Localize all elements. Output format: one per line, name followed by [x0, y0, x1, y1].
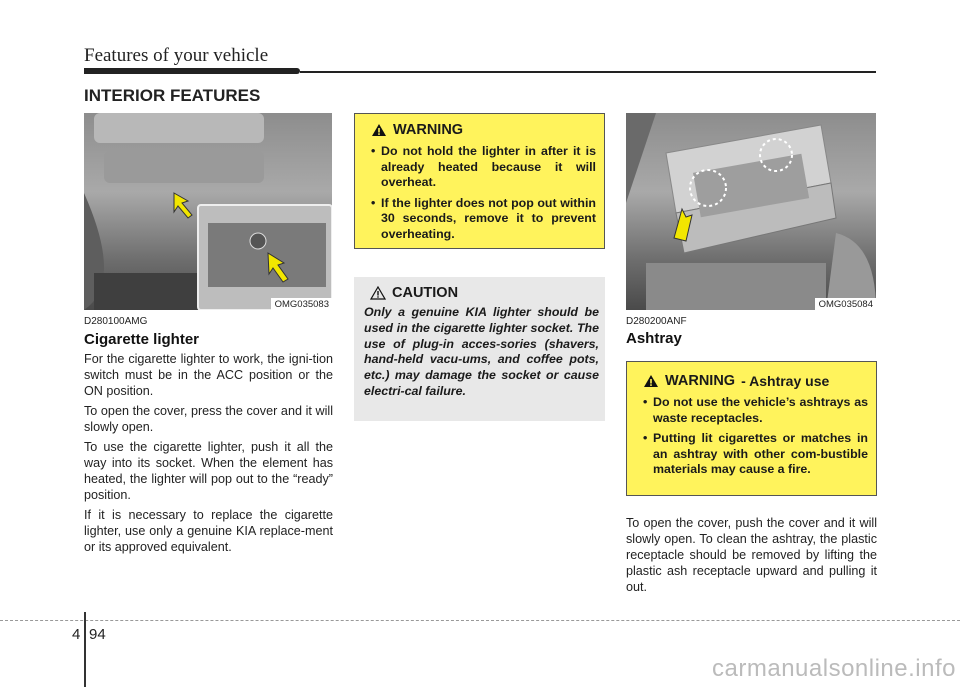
warning-title: WARNING: [393, 122, 464, 138]
arrow-icon: [174, 193, 192, 218]
chapter-number: 4: [72, 626, 81, 643]
doc-code: D280100AMG: [84, 316, 148, 327]
photo-code: OMG035084: [815, 298, 876, 310]
ashtray-heading: Ashtray: [626, 330, 682, 347]
cigarette-lighter-photo: [84, 113, 332, 310]
page-number: 94: [89, 626, 106, 643]
paragraph: For the cigarette lighter to work, the igni-tion switch must be in the ACC position or the ON position.: [84, 352, 333, 398]
lighter-warning-box: [354, 113, 605, 249]
lighter-illustration: [84, 113, 332, 310]
warning-subtitle: - Ashtray use: [741, 373, 830, 389]
warning-item: • Do not use the vehicle’s ashtrays as waste receptacles.: [637, 395, 868, 426]
watermark-text: carmanualsonline.info: [712, 655, 956, 682]
warning-title: WARNING: [665, 373, 736, 389]
footer-rule: [84, 612, 86, 687]
ashtray-body: To open the cover, push the cover and it will slowly open. To clean the ashtray, the plastic receptacle should be removed by lifting the plastic ash receptacle upward and pulling it out.: [626, 516, 877, 594]
warning-item: • Putting lit cigarettes or matches in an ashtray with other com-bustible materials may cause a fire.: [637, 431, 868, 478]
warning-triangle-icon: [371, 123, 387, 137]
section-title: INTERIOR FEATURES: [84, 86, 261, 105]
cigarette-lighter-heading: Cigarette lighter: [84, 331, 200, 348]
page-header-title: Features of your vehicle: [84, 45, 269, 66]
header-rule: [300, 71, 876, 73]
footer-dashed-line: [0, 620, 960, 621]
warning-list: [637, 395, 868, 478]
cigarette-lighter-body: [84, 351, 333, 559]
ashtray-illustration: [626, 113, 876, 310]
caution-text: Only a genuine KIA lighter should be used in the cigarette lighter socket. The use of plug-in acces-sories (shavers, hand-held vacu-ums, and coffee pots, etc.) may damage the socket or cause electri-cal failure.: [364, 305, 599, 398]
warning-item: • Do not hold the lighter in after it is already heated because it will overheat.: [365, 144, 596, 191]
lighter-caution-box: [354, 277, 605, 421]
paragraph: To use the cigarette lighter, push it all the way into its socket. When the element has heated, the lighter will pop out to the “ready” position.: [84, 440, 333, 502]
caution-title: CAUTION: [392, 285, 459, 301]
paragraph: To open the cover, press the cover and it will slowly open.: [84, 404, 333, 434]
doc-code: D280200ANF: [626, 316, 687, 327]
ashtray-warning-box: [626, 361, 877, 496]
warning-triangle-icon: [643, 374, 659, 388]
caution-triangle-icon: [370, 286, 386, 300]
photo-code: OMG035083: [271, 298, 332, 310]
paragraph: If it is necessary to replace the cigarette lighter, use only a genuine KIA replace-ment or its approved equivalent.: [84, 508, 333, 554]
warning-item: • If the lighter does not pop out within 30 seconds, remove it to prevent overheating.: [365, 196, 596, 243]
ashtray-photo: [626, 113, 876, 310]
header-bar: [84, 68, 300, 74]
warning-list: [365, 144, 596, 242]
